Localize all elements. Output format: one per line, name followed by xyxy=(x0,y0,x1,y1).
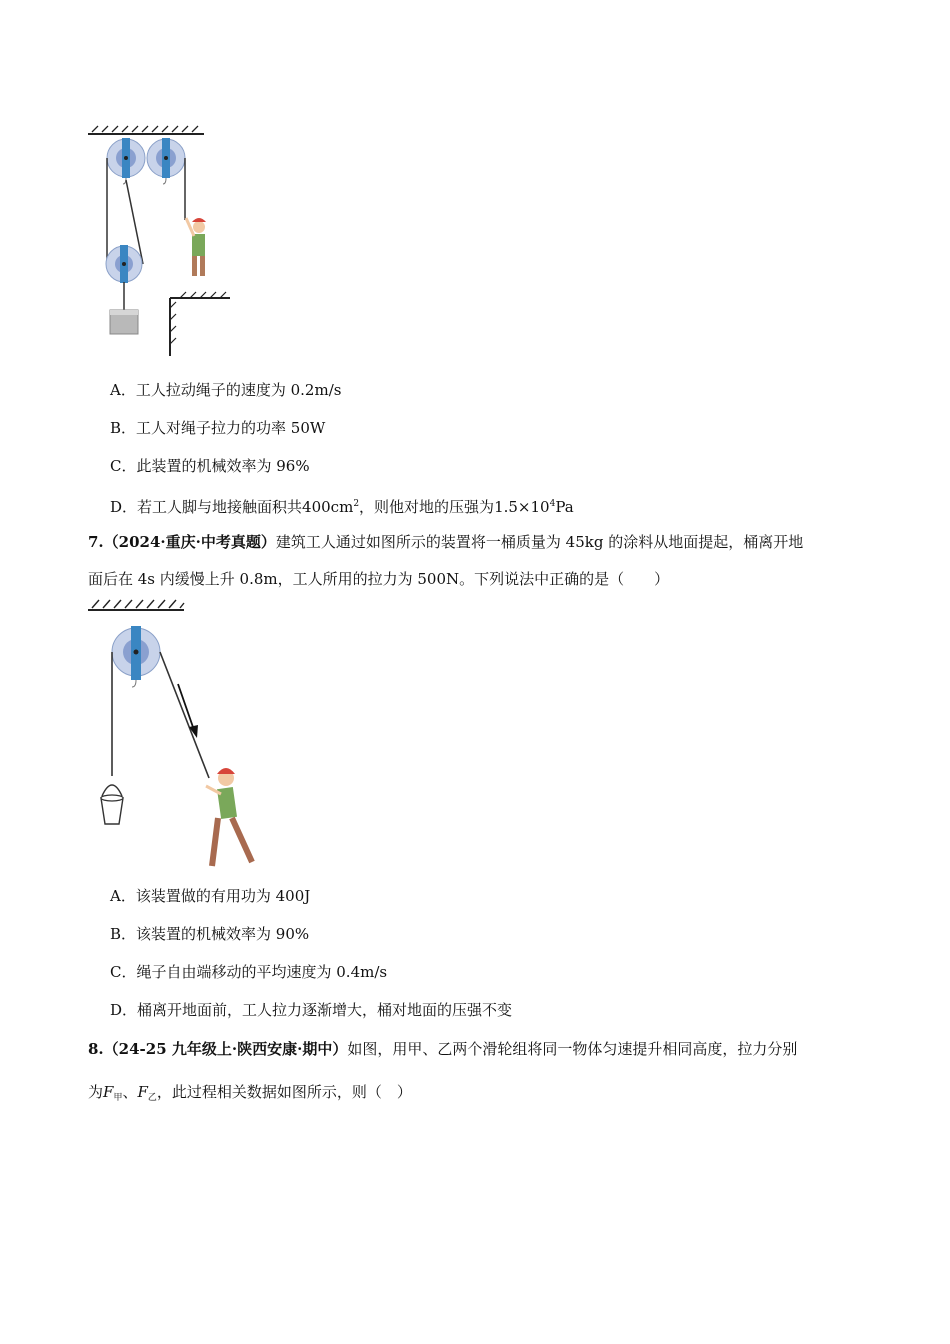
pressure-unit: Pa xyxy=(555,498,574,516)
q6-option-b[interactable] xyxy=(110,418,325,438)
option-text: 若工人脚与地接触面积共 xyxy=(137,498,303,516)
q7-stem-line1 xyxy=(88,532,803,552)
force-subscript: 甲 xyxy=(113,1093,123,1103)
option-letter: D． xyxy=(110,1001,138,1019)
option-text: ，则他对地的压强为 xyxy=(359,498,495,516)
q8-stem-line2 xyxy=(88,1082,412,1108)
option-letter: C． xyxy=(110,963,137,981)
q6-option-a[interactable] xyxy=(110,380,341,400)
question-text: 面后在 4s 内缓慢上升 0.8m，工人所用的拉力为 500N。下列说法中正确的是（ ） xyxy=(88,570,670,588)
option-text: 此装置的机械效率为 96% xyxy=(136,457,310,475)
worker-icon xyxy=(206,768,252,866)
option-text: 工人对绳子拉力的功率 50W xyxy=(136,419,326,437)
option-letter: A． xyxy=(110,887,136,905)
q8-stem-line1 xyxy=(88,1039,797,1059)
q6-option-d[interactable] xyxy=(110,494,574,517)
pulley-icon xyxy=(147,138,185,178)
force-symbol: F xyxy=(103,1083,114,1101)
question-text: 建筑工人通过如图所示的装置将一桶质量为 45kg 的涂料从地面提起，桶离开地 xyxy=(275,533,804,551)
q7-option-d[interactable] xyxy=(110,1000,512,1020)
area-value: 400cm xyxy=(302,498,354,516)
worker-icon xyxy=(186,218,206,276)
question-text: ，此过程相关数据如图所示，则（ ） xyxy=(156,1083,412,1101)
force-symbol: F xyxy=(137,1083,148,1101)
force-subscript: 乙 xyxy=(147,1093,157,1103)
option-letter: C． xyxy=(110,457,137,475)
option-text: 工人拉动绳子的速度为 0.2m/s xyxy=(135,381,342,399)
weight-icon xyxy=(110,310,138,334)
pulley-figure-1 xyxy=(84,122,244,362)
option-text: 桶离开地面前，工人拉力逐渐增大，桶对地面的压强不变 xyxy=(137,1001,513,1019)
option-text: 该装置的机械效率为 90% xyxy=(136,925,310,943)
pulley-icon xyxy=(106,245,142,283)
option-letter: A． xyxy=(110,381,136,399)
arrow-icon xyxy=(178,684,198,738)
option-letter: D． xyxy=(110,498,138,516)
option-text: 该装置做的有用功为 400J xyxy=(135,887,311,905)
pressure-exponent: 4 xyxy=(549,499,556,509)
q7-option-b[interactable] xyxy=(110,924,309,944)
question-text: 如图，用甲、乙两个滑轮组将同一物体匀速提升相同高度，拉力分别 xyxy=(347,1040,798,1058)
question-source: （2024·重庆·中考真题） xyxy=(103,533,276,551)
q7-option-a[interactable] xyxy=(110,886,310,906)
option-letter: B． xyxy=(110,925,137,943)
pulley-icon xyxy=(112,626,160,680)
area-exponent: 2 xyxy=(353,499,360,509)
question-text: 为 xyxy=(88,1083,104,1101)
bucket-icon xyxy=(101,785,123,824)
question-number: 8. xyxy=(88,1040,104,1058)
pulley-icon xyxy=(107,138,145,178)
separator: 、 xyxy=(122,1083,138,1101)
q6-option-c[interactable] xyxy=(110,456,310,476)
pulley-figure-2 xyxy=(84,596,274,878)
pressure-value: 1.5×10 xyxy=(494,498,550,516)
option-letter: B． xyxy=(110,419,137,437)
question-number: 7. xyxy=(88,533,104,551)
option-text: 绳子自由端移动的平均速度为 0.4m/s xyxy=(136,963,388,981)
question-source: （24-25 九年级上·陕西安康·期中） xyxy=(103,1040,348,1058)
q7-stem-line2 xyxy=(88,569,669,589)
q7-option-c[interactable] xyxy=(110,962,387,982)
